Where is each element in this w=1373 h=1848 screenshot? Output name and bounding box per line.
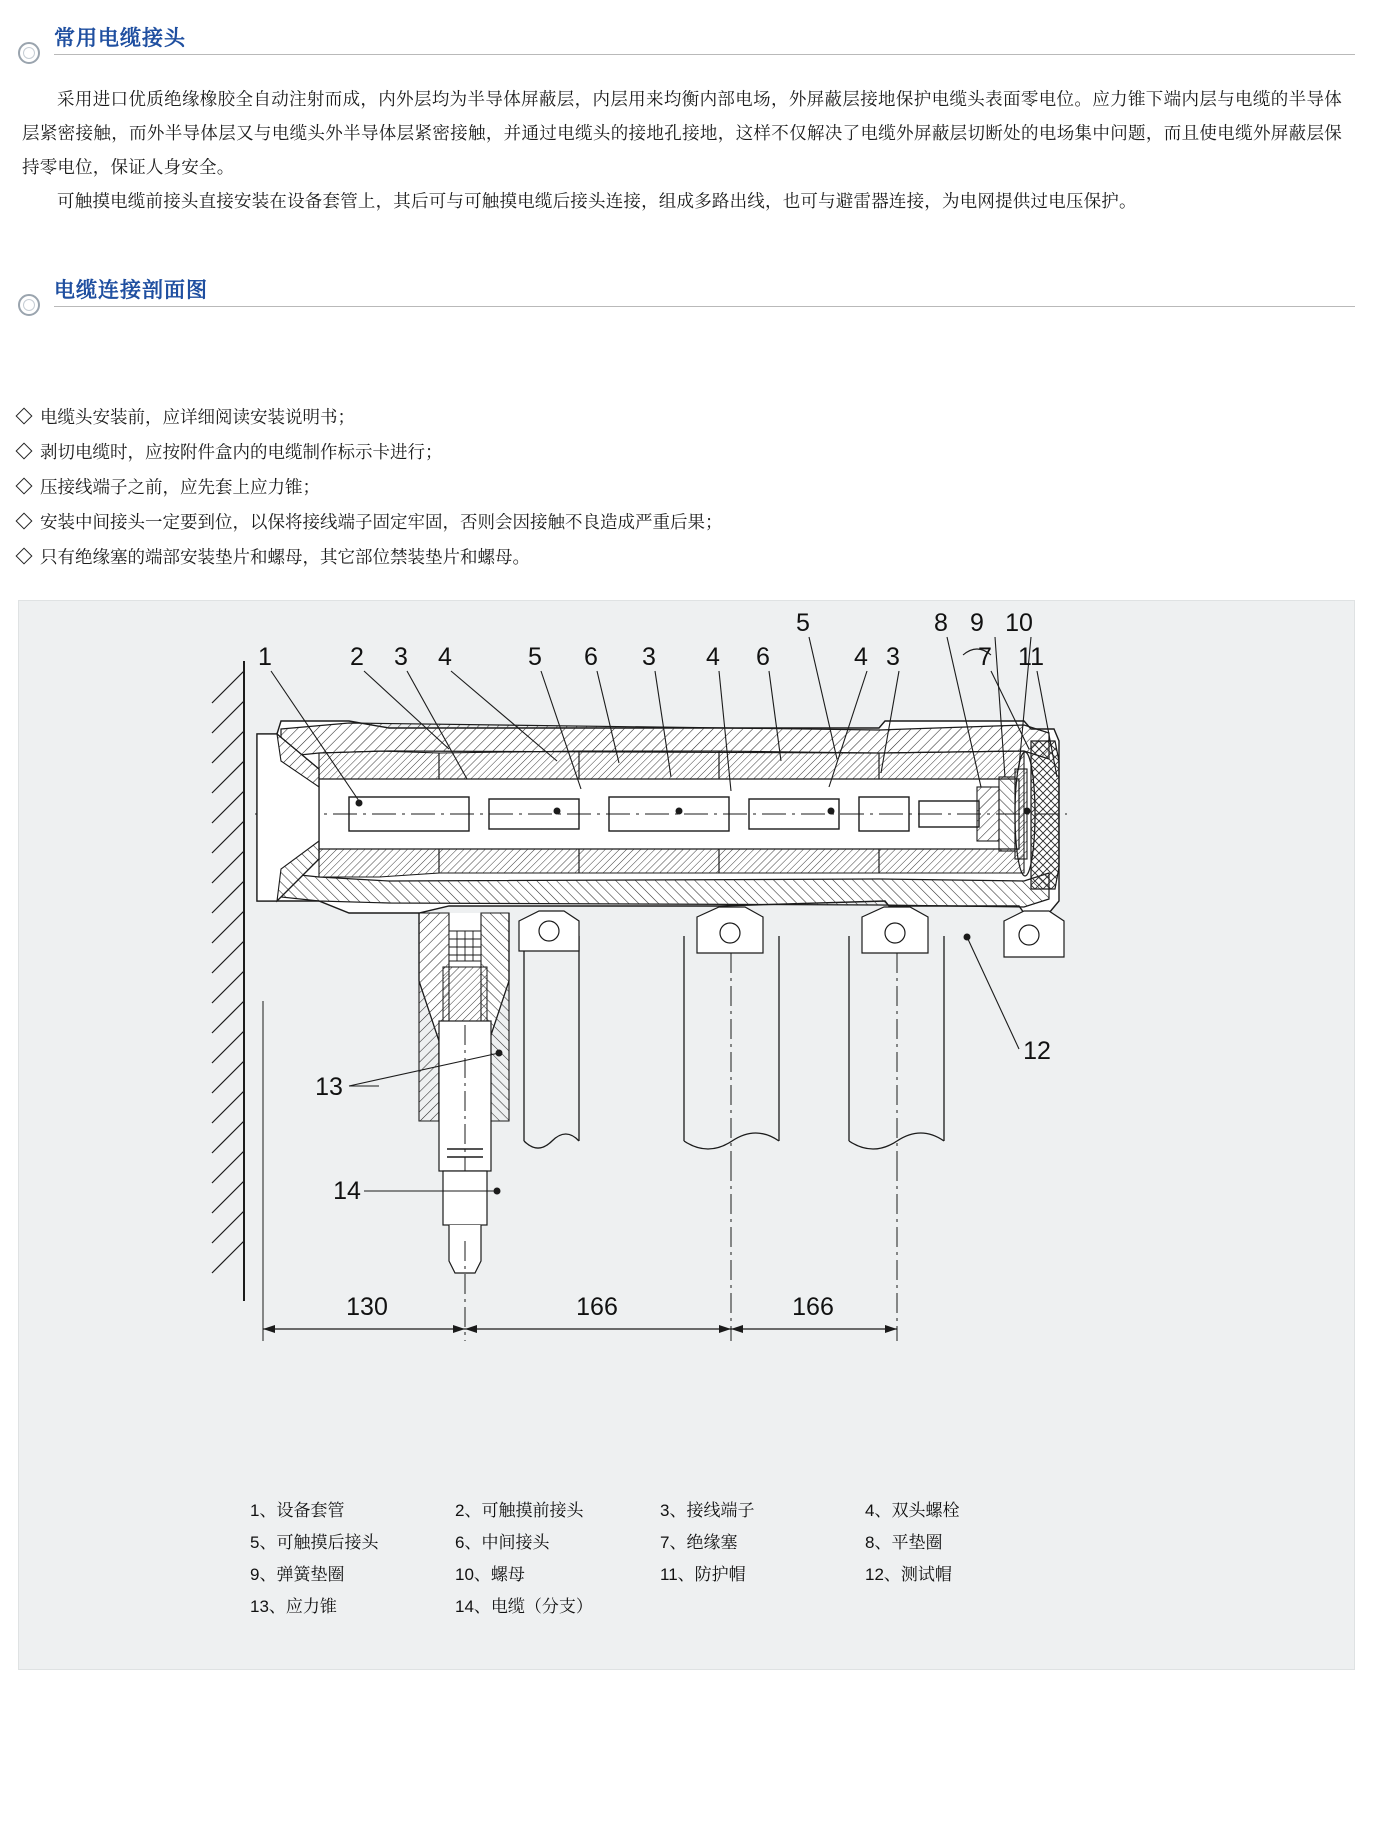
legend-item bbox=[865, 1591, 1070, 1623]
list-item bbox=[18, 505, 1348, 540]
callout-14: 14 bbox=[333, 1177, 361, 1205]
legend-item: 7、绝缘塞 bbox=[660, 1533, 738, 1552]
legend-table bbox=[250, 1495, 1250, 1623]
callout-4: 4 bbox=[438, 643, 452, 671]
section-heading-common-cable-joint bbox=[18, 20, 1355, 60]
section-title: 电缆连接剖面图 bbox=[54, 279, 208, 302]
diamond-bullet-icon bbox=[16, 548, 33, 565]
legend-item: 12、测试帽 bbox=[865, 1565, 952, 1584]
callout-6b: 6 bbox=[756, 643, 770, 671]
section-title: 常用电缆接头 bbox=[54, 27, 186, 50]
paragraph-1: 采用进口优质绝缘橡胶全自动注射而成，内外层均为半导体屏蔽层，内层用来均衡内部电场，外屏蔽层接地保护电缆头表面零电位。应力锥下端内层与电缆的半导体层紧密接触，而外半导体层又与电缆头外半导体层紧密接触，并通过电缆头的接地孔接地，这样不仅解决了电缆外屏蔽层切断处的电场集中问题，而且使电缆外屏蔽层保持零电位，保证人身安全。 bbox=[22, 89, 1342, 177]
diamond-bullet-icon bbox=[16, 443, 33, 460]
dimension-166-b: 166 bbox=[792, 1293, 834, 1321]
instruction-list bbox=[18, 400, 1348, 575]
callout-7: 7 bbox=[978, 643, 992, 671]
legend-item bbox=[660, 1591, 865, 1623]
legend-item: 4、双头螺栓 bbox=[865, 1501, 960, 1520]
list-item-label: 电缆头安装前，应详细阅读安装说明书； bbox=[40, 407, 355, 427]
callout-9: 9 bbox=[970, 609, 984, 637]
callout-3c: 3 bbox=[886, 643, 900, 671]
legend-item: 5、可触摸后接头 bbox=[250, 1533, 379, 1552]
callout-1: 1 bbox=[258, 643, 272, 671]
callout-13: 13 bbox=[315, 1073, 343, 1101]
section-heading-cable-section-drawing bbox=[18, 272, 1355, 312]
callout-6: 6 bbox=[584, 643, 598, 671]
callout-4c: 4 bbox=[854, 643, 868, 671]
legend-item: 10、螺母 bbox=[455, 1565, 525, 1584]
list-item-label: 安装中间接头一定要到位，以保将接线端子固定牢固，否则会因接触不良造成严重后果； bbox=[40, 512, 723, 532]
callout-2: 2 bbox=[350, 643, 364, 671]
list-item-label: 压接线端子之前，应先套上应力锥； bbox=[40, 477, 320, 497]
list-item bbox=[18, 470, 1348, 505]
dimension-130: 130 bbox=[346, 1293, 388, 1321]
callout-10: 10 bbox=[1005, 609, 1033, 637]
legend-row bbox=[250, 1559, 1250, 1591]
legend-row bbox=[250, 1527, 1250, 1559]
ring-marker-icon bbox=[18, 294, 40, 316]
legend-item: 6、中间接头 bbox=[455, 1533, 550, 1552]
legend-row bbox=[250, 1591, 1250, 1623]
callout-5b: 5 bbox=[796, 609, 810, 637]
callout-5: 5 bbox=[528, 643, 542, 671]
legend-row bbox=[250, 1495, 1250, 1527]
callout-4b: 4 bbox=[706, 643, 720, 671]
callout-3b: 3 bbox=[642, 643, 656, 671]
diamond-bullet-icon bbox=[16, 513, 33, 530]
callout-12: 12 bbox=[1023, 1037, 1051, 1065]
legend-item: 13、应力锥 bbox=[250, 1597, 337, 1616]
dimension-166-a: 166 bbox=[576, 1293, 618, 1321]
ring-marker-icon bbox=[18, 42, 40, 64]
callout-3: 3 bbox=[394, 643, 408, 671]
diamond-bullet-icon bbox=[16, 478, 33, 495]
heading-rule bbox=[54, 306, 1355, 307]
paragraph-2: 可触摸电缆前接头直接安装在设备套管上，其后可与可触摸电缆后接头连接，组成多路出线，也可与避雷器连接，为电网提供过电压保护。 bbox=[57, 191, 1137, 211]
legend-item: 2、可触摸前接头 bbox=[455, 1501, 584, 1520]
legend-item: 3、接线端子 bbox=[660, 1501, 755, 1520]
list-item bbox=[18, 400, 1348, 435]
legend-item: 11、防护帽 bbox=[660, 1565, 746, 1584]
heading-rule bbox=[54, 54, 1355, 55]
list-item bbox=[18, 435, 1348, 470]
legend-item: 14、电缆（分支） bbox=[455, 1597, 593, 1616]
diamond-bullet-icon bbox=[16, 408, 33, 425]
callout-8: 8 bbox=[934, 609, 948, 637]
list-item-label: 剥切电缆时，应按附件盒内的电缆制作标示卡进行； bbox=[40, 442, 443, 462]
legend-item: 8、平垫圈 bbox=[865, 1533, 943, 1552]
list-item bbox=[18, 540, 1348, 575]
list-item-label: 只有绝缘塞的端部安装垫片和螺母，其它部位禁装垫片和螺母。 bbox=[40, 547, 530, 567]
legend-item: 1、设备套管 bbox=[250, 1501, 345, 1520]
callout-11: 11 bbox=[1018, 643, 1044, 671]
legend-item: 9、弹簧垫圈 bbox=[250, 1565, 345, 1584]
